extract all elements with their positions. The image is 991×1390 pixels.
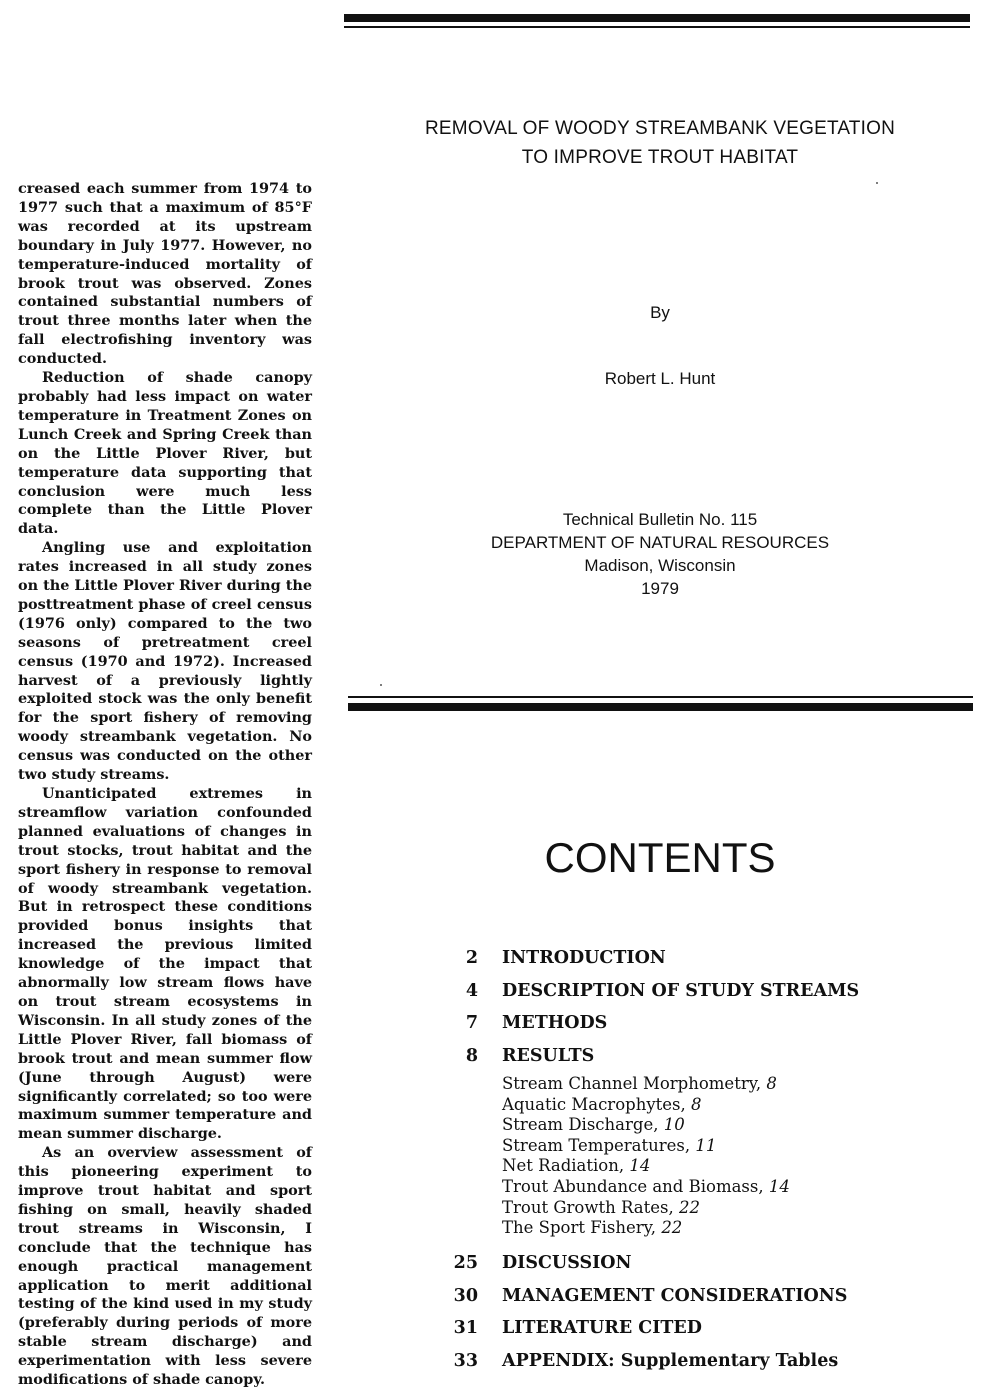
paragraph-overview-assessment: As an overview assessment of this pioneering experiment to improve trout habitat and sport fishing on small, heavily shaded trout streams in Wisconsin, I conclude that the technique has enough practical management application to merit additional testing of the kind used in my study (preferably during periods of more stable stream discharge) and experimentation with less severe modifications of shade canopy. xyxy=(18,1144,312,1389)
left-text-column xyxy=(18,180,312,1390)
toc-entry xyxy=(430,1247,970,1280)
toc-section-title: DISCUSSION xyxy=(502,1253,632,1273)
table-of-contents xyxy=(430,942,970,1377)
toc-subsection-page: 8 xyxy=(766,1074,777,1093)
toc-subsection-page: 22 xyxy=(661,1218,683,1238)
toc-page-number: 33 xyxy=(453,1350,478,1371)
publication-year: 1979 xyxy=(641,579,679,598)
toc-subsection-title: Stream Channel Morphometry, xyxy=(502,1074,762,1093)
toc-page-number: 2 xyxy=(465,948,478,969)
toc-subsection-title: Aquatic Macrophytes, xyxy=(502,1094,686,1114)
toc-page-number: 8 xyxy=(465,1045,478,1066)
toc-subsection xyxy=(502,1115,970,1136)
toc-entry xyxy=(430,1312,970,1345)
toc-subsection-title: Stream Discharge, xyxy=(502,1115,659,1135)
bulletin-info xyxy=(345,508,975,600)
bulletin-number: Technical Bulletin No. 115 xyxy=(562,510,758,529)
paragraph-streamflow-variation: Unanticipated extremes in streamflow variation confounded planned evaluations of changes in trout stocks, trout habitat and the sport fishery in response to removal of woody streambank vegetation. But in retrospect these conditions provided bonus insights that increased the previous limited knowledge of the impact that abnormally low stream flows have on trout stream ecosystems in Wisconsin. In all study zones of the Little Plover River, fall biomass of brook trout and mean summer flow (June through August) were significantly correlated; so too were maximum summer temperature and mean summer discharge. xyxy=(18,785,312,1143)
toc-section-title: METHODS xyxy=(502,1013,608,1034)
toc-subsection-title: Net Radiation, xyxy=(502,1156,625,1176)
title-line-1: REMOVAL OF WOODY STREAMBANK VEGETATION xyxy=(425,118,895,139)
department-name: DEPARTMENT OF NATURAL RESOURCES xyxy=(490,533,830,552)
paragraph-shade-reduction: Reduction of shade canopy probably had less impact on water temperature in Treatment Zones on Lunch Creek and Spring Creek than on the Little Plover River, but temperature data supporting that conclusion were much less complete than the Little Plover data. xyxy=(18,369,312,538)
speck-mark xyxy=(380,684,382,686)
toc-subsection xyxy=(502,1218,970,1239)
toc-page-number: 30 xyxy=(453,1285,478,1306)
toc-section-title: INTRODUCTION xyxy=(502,948,666,969)
toc-subsection-page: 8 xyxy=(691,1094,702,1114)
toc-subsection xyxy=(502,1074,970,1095)
middle-rule-thick xyxy=(348,703,973,711)
toc-section-title: APPENDIX: Supplementary Tables xyxy=(502,1350,839,1371)
toc-page-number: 4 xyxy=(465,980,478,1001)
toc-section-title: RESULTS xyxy=(502,1045,595,1066)
bulletin-title xyxy=(345,114,975,172)
toc-entry xyxy=(430,1279,970,1312)
speck-mark xyxy=(876,182,878,184)
toc-section-title: DESCRIPTION OF STUDY STREAMS xyxy=(502,980,860,1001)
toc-subsection-title: Trout Growth Rates, xyxy=(502,1197,674,1217)
toc-subsection xyxy=(502,1095,970,1116)
toc-page-number: 31 xyxy=(453,1318,478,1338)
toc-entry xyxy=(430,942,970,975)
paragraph-temperature-increase: creased each summer from 1974 to 1977 such that a maximum of 85°F was recorded at its upstream boundary in July 1977. However, no temperature-induced mortality of brook trout was observed. Zones contained substantial numbers of trout three months later when the fall electrofishing inventory was conducted. xyxy=(18,180,312,368)
toc-section-title: MANAGEMENT CONSIDERATIONS xyxy=(502,1285,848,1306)
toc-subsection-page: 10 xyxy=(663,1115,685,1135)
top-rule-thick xyxy=(344,14,970,22)
toc-page-number: 7 xyxy=(465,1013,478,1034)
toc-subsection-page: 22 xyxy=(678,1197,700,1217)
toc-subsection-page: 14 xyxy=(768,1176,790,1196)
byline-by: By xyxy=(650,303,670,322)
toc-section-title: LITERATURE CITED xyxy=(502,1318,702,1338)
toc-subsection-title: The Sport Fishery, xyxy=(502,1218,657,1238)
toc-entry xyxy=(430,975,970,1008)
toc-page-number: 25 xyxy=(453,1253,478,1273)
toc-subsection xyxy=(502,1198,970,1219)
toc-entry xyxy=(430,1040,970,1073)
paragraph-angling-use: Angling use and exploitation rates increased in all study zones on the Little Plover River during the posttreatment phase of creel census (1976 only) compared to the two seasons of pretreatment creel census (1970 and 1972). Increased harvest of a previously lightly exploited stock was the only benefit for the sport fishery of removing woody streambank vegetation. No census was conducted on the other two study streams. xyxy=(18,539,312,784)
toc-subsection-title: Trout Abundance and Biomass, xyxy=(502,1176,764,1196)
toc-subsection-page: 14 xyxy=(629,1156,651,1176)
department-location: Madison, Wisconsin xyxy=(584,556,736,575)
toc-entry xyxy=(430,1344,970,1377)
title-line-2: TO IMPROVE TROUT HABITAT xyxy=(521,147,799,168)
top-rule-thin xyxy=(344,26,970,28)
toc-subsection-list xyxy=(430,1074,970,1239)
toc-subsection xyxy=(502,1136,970,1157)
toc-subsection-page: 11 xyxy=(695,1135,717,1155)
toc-entry xyxy=(430,1007,970,1040)
toc-subsection xyxy=(502,1177,970,1198)
toc-subsection-title: Stream Temperatures, xyxy=(502,1135,691,1155)
toc-subsection xyxy=(502,1156,970,1177)
contents-heading: CONTENTS xyxy=(544,834,776,881)
author-name: Robert L. Hunt xyxy=(604,369,716,388)
middle-rule-thin xyxy=(348,696,973,698)
